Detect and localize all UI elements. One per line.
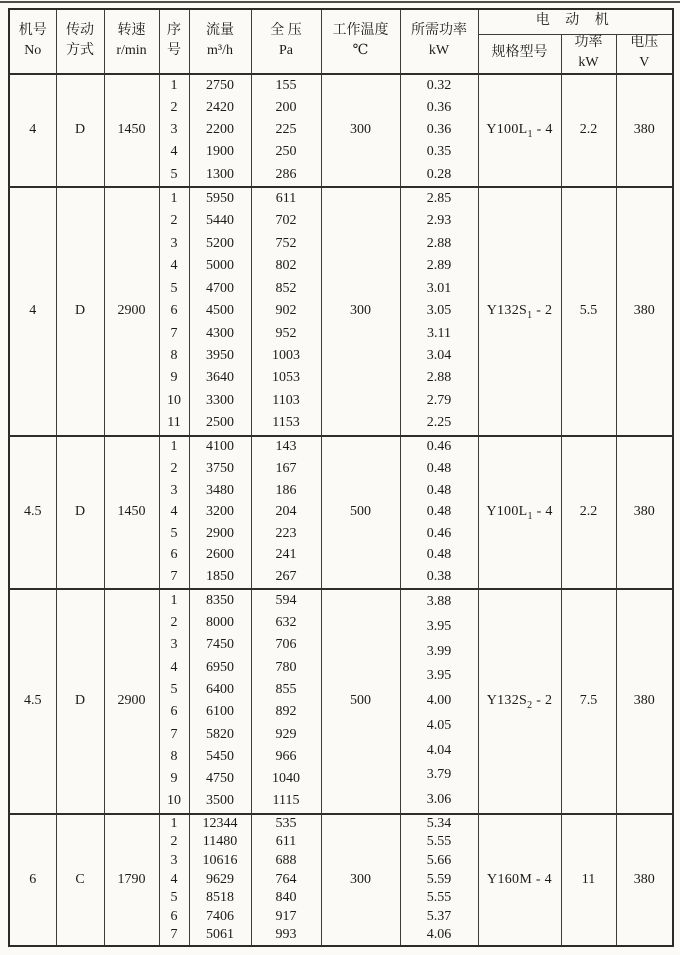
power-cell-value: 3.05 [426,303,452,319]
seq-cell-value: 4 [170,258,178,274]
seq-cell [159,589,189,814]
spec-block-row [9,436,673,589]
speed-cell: 1790 [104,814,159,946]
seq-cell-value: 3 [170,482,178,498]
spec-block-row [9,814,673,946]
flow-cell-value: 4300 [206,325,234,341]
motor-model-cell: Y160M - 4 [478,814,561,946]
power-cell-value: 0.35 [426,144,452,160]
seq-cell [159,74,189,187]
seq-cell-value: 1 [170,439,178,455]
flow-cell-value: 9629 [206,871,234,887]
power-cell [400,436,478,589]
pressure-cell-value: 1115 [272,793,300,809]
power-cell-value: 0.36 [426,122,452,138]
seq-cell-value: 4 [170,871,178,887]
header-seq-l1: 序 [167,23,181,39]
table-header [9,9,673,74]
motor-power-cell: 2.2 [561,74,616,187]
flow-cell [189,187,251,436]
power-cell-value: 0.28 [426,166,452,182]
seq-cell-value: 4 [170,504,178,520]
seq-cell-value: 7 [170,568,178,584]
power-cell-value: 0.48 [426,460,452,476]
power-cell-value: 4.04 [426,742,452,758]
flow-cell-value: 1300 [206,166,234,182]
power-cell-value: 3.11 [427,325,451,341]
flow-cell-value: 3200 [206,504,234,520]
pressure-cell-value: 702 [275,213,297,229]
flow-cell [189,436,251,589]
power-cell-stack [401,815,478,945]
pressure-cell-value: 852 [275,280,297,296]
power-cell [400,187,478,436]
pressure-cell-value: 1153 [272,415,300,431]
seq-cell-value: 10 [167,793,181,809]
power-cell-value: 5.66 [426,853,452,869]
header-machine-no [9,9,56,74]
flow-cell-stack [190,437,251,588]
seq-cell-value: 7 [170,325,178,341]
header-voltage [616,34,673,74]
seq-cell [159,187,189,436]
pressure-cell-stack [252,188,321,435]
header-temperature-unit: ℃ [352,43,369,58]
spec-block-row [9,589,673,814]
flow-cell-value: 8000 [206,615,234,631]
flow-cell-value: 5061 [206,927,234,943]
voltage-cell: 380 [616,589,673,814]
speed-cell: 2900 [104,187,159,436]
flow-cell-value: 1850 [206,568,234,584]
motor-model-subscript: 1 [527,128,533,140]
seq-cell-value: 2 [170,615,178,631]
flow-cell-value: 5200 [206,235,234,251]
seq-cell [159,814,189,946]
seq-cell-value: 9 [170,370,178,386]
drive-mode-cell: D [56,589,104,814]
seq-cell-value: 11 [167,415,181,431]
seq-cell-value: 3 [170,637,178,653]
flow-cell-value: 5950 [206,190,234,206]
flow-cell-value: 3500 [206,793,234,809]
seq-cell-value: 3 [170,235,178,251]
power-cell-value: 5.37 [426,908,452,924]
pressure-cell-value: 840 [275,890,297,906]
power-cell-value: 0.48 [426,504,452,520]
seq-cell-value: 5 [170,280,178,296]
flow-cell-value: 2420 [206,99,234,115]
seq-cell-value: 1 [170,815,178,831]
power-cell-value: 3.01 [426,280,452,296]
machine-no-cell: 4 [9,74,56,187]
motor-power-cell: 5.5 [561,187,616,436]
header-motor-model: 规格型号 [478,34,561,74]
flow-cell [189,74,251,187]
seq-cell-value: 10 [167,392,181,408]
temperature-cell: 300 [321,74,400,187]
pressure-cell-value: 594 [275,592,297,608]
voltage-cell: 380 [616,187,673,436]
seq-cell-value: 5 [170,525,178,541]
pressure-cell-value: 764 [275,871,297,887]
header-motor-power [561,34,616,74]
pressure-cell-value: 802 [275,258,297,274]
power-cell-value: 0.46 [426,525,452,541]
seq-cell-value: 6 [170,908,178,924]
flow-cell-value: 5000 [206,258,234,274]
motor-power-cell: 7.5 [561,589,616,814]
flow-cell-value: 6400 [206,681,234,697]
header-voltage-cn: 电压 [630,35,659,51]
power-cell-value: 4.06 [426,927,452,943]
seq-cell-value: 6 [170,547,178,563]
drive-mode-cell: D [56,187,104,436]
machine-no-cell: 4.5 [9,589,56,814]
seq-cell-value: 8 [170,348,178,363]
motor-model-subscript: 1 [527,510,533,522]
seq-cell-value: 9 [170,771,178,787]
flow-cell-stack [190,75,251,186]
power-cell-value: 5.59 [426,871,452,887]
power-cell [400,814,478,946]
power-cell-value: 2.89 [426,258,452,274]
header-required-power [400,9,478,74]
seq-cell-value: 5 [170,681,178,697]
power-cell [400,589,478,814]
pressure-cell-value: 1003 [272,348,300,363]
flow-cell-stack [190,815,251,945]
pressure-cell-value: 706 [275,637,297,653]
seq-cell-value: 7 [170,726,178,742]
pressure-cell-value: 143 [275,439,297,455]
header-drive-l2: 方式 [66,43,94,58]
pressure-cell-value: 632 [275,615,297,631]
header-temperature-cn: 工作温度 [332,23,389,39]
pressure-cell-value: 688 [275,853,297,869]
seq-cell-value: 4 [170,144,178,160]
pressure-cell-value: 611 [275,190,297,206]
power-cell-value: 3.04 [426,348,452,363]
power-cell [400,74,478,187]
power-cell-value: 4.05 [426,717,452,733]
header-seq [159,9,189,74]
power-cell-value: 2.25 [426,415,452,431]
seq-cell-stack [160,815,189,945]
pressure-cell-stack [252,815,321,945]
header-drive-l1: 传动 [66,23,94,39]
pressure-cell-value: 780 [275,659,297,675]
machine-no-cell: 4 [9,187,56,436]
voltage-cell: 380 [616,814,673,946]
seq-cell-value: 2 [170,99,178,115]
power-cell-stack [401,590,478,813]
machine-no-cell: 4.5 [9,436,56,589]
header-seq-l2: 号 [167,43,181,58]
power-cell-value: 5.34 [426,815,452,831]
header-pressure [251,9,321,74]
drive-mode-cell: C [56,814,104,946]
seq-cell-value: 1 [170,77,178,93]
power-cell-value: 2.88 [426,235,452,251]
pressure-cell-value: 929 [275,726,297,742]
flow-cell-stack [190,188,251,435]
power-cell-stack [401,188,478,435]
seq-cell-value: 2 [170,213,178,229]
header-required-power-cn: 所需功率 [411,23,467,39]
flow-cell-value: 6100 [206,704,234,720]
flow-cell-value: 3750 [206,460,234,476]
pressure-cell-value: 611 [275,834,297,850]
seq-cell-value: 2 [170,460,178,476]
seq-cell-stack [160,437,189,588]
flow-cell-value: 2500 [206,415,234,431]
fan-performance-table [8,8,674,947]
power-cell-value: 5.55 [426,834,452,850]
motor-model-subscript: 1 [527,309,533,321]
flow-cell-value: 8518 [206,890,234,906]
power-cell-value: 0.48 [426,547,452,563]
speed-cell: 2900 [104,589,159,814]
flow-cell [189,814,251,946]
spec-block-row [9,74,673,187]
header-flow [189,9,251,74]
flow-cell-value: 5450 [206,748,234,764]
motor-model-subscript: 2 [527,699,533,711]
power-cell-value: 0.46 [426,439,452,455]
power-cell-value: 4.00 [426,693,452,709]
seq-cell [159,436,189,589]
speed-cell: 1450 [104,74,159,187]
pressure-cell-value: 155 [275,77,297,93]
power-cell-value: 2.79 [426,392,452,408]
pressure-cell-value: 1103 [272,392,300,408]
header-speed-cn: 转速 [117,23,146,39]
flow-cell-stack [190,590,251,813]
power-cell-value: 2.88 [426,370,452,386]
seq-cell-value: 1 [170,592,178,608]
seq-cell-stack [160,75,189,186]
power-cell-value: 3.88 [426,593,452,609]
seq-cell-stack [160,590,189,813]
flow-cell-value: 4700 [206,280,234,296]
pressure-cell-value: 535 [275,815,297,831]
header-required-power-unit: kW [428,43,450,58]
pressure-cell [251,589,321,814]
flow-cell-value: 3480 [206,482,234,498]
seq-cell-value: 3 [170,853,178,869]
motor-model-cell: $Y100L_1 - 4$ [478,436,561,589]
power-cell-value: 2.93 [426,213,452,229]
seq-cell-value: 5 [170,166,178,182]
temperature-cell: 500 [321,436,400,589]
pressure-cell-value: 186 [275,482,297,498]
power-cell-stack [401,437,478,588]
pressure-cell [251,436,321,589]
seq-cell-stack [160,188,189,435]
header-temperature [321,9,400,74]
power-cell-value: 0.38 [426,568,452,584]
motor-power-cell: 2.2 [561,436,616,589]
flow-cell-value: 3640 [206,370,234,386]
flow-cell-value: 2900 [206,525,234,541]
drive-mode-cell: D [56,436,104,589]
motor-model-cell: $Y132S_1 - 2$ [478,187,561,436]
pressure-cell-value: 752 [275,235,297,251]
flow-cell-value: 7450 [206,637,234,653]
pressure-cell-value: 1040 [272,771,300,787]
power-cell-value: 3.99 [426,643,452,659]
seq-cell-value: 2 [170,834,178,850]
seq-cell-value: 6 [170,303,178,319]
power-cell-value: 0.48 [426,482,452,498]
flow-cell-value: 3950 [206,348,234,363]
header-machine-no-cn: 机号 [18,23,47,39]
temperature-cell: 300 [321,187,400,436]
seq-cell-value: 8 [170,748,178,764]
pressure-cell [251,187,321,436]
flow-cell-value: 5440 [206,213,234,229]
header-speed [104,9,159,74]
scan-artifact-line [0,1,680,3]
flow-cell-value: 10616 [202,853,238,869]
pressure-cell-value: 917 [275,908,297,924]
power-cell-stack [401,75,478,186]
seq-cell-value: 7 [170,927,178,943]
flow-cell-value: 3300 [206,392,234,408]
flow-cell-value: 4100 [206,439,234,455]
pressure-cell-stack [252,75,321,186]
power-cell-value: 2.85 [426,190,452,206]
header-flow-cn: 流量 [206,23,234,39]
header-machine-no-unit: No [24,43,42,58]
pressure-cell-value: 204 [275,504,297,520]
pressure-cell-value: 966 [275,748,297,764]
power-cell-value: 5.55 [426,890,452,906]
flow-cell-value: 12344 [202,815,238,831]
flow-cell-value: 7406 [206,908,234,924]
flow-cell-value: 6950 [206,659,234,675]
header-motor-power-cn: 功率 [574,35,603,51]
pressure-cell-value: 902 [275,303,297,319]
flow-cell-value: 2600 [206,547,234,563]
pressure-cell-value: 225 [275,122,297,138]
header-flow-unit: m³/h [207,43,233,58]
pressure-cell-value: 223 [275,525,297,541]
power-cell-value: 3.95 [426,618,452,634]
pressure-cell-value: 167 [275,460,297,476]
flow-cell-value: 4750 [206,771,234,787]
seq-cell-value: 4 [170,659,178,675]
speed-cell: 1450 [104,436,159,589]
flow-cell-value: 2750 [206,77,234,93]
seq-cell-value: 1 [170,190,178,206]
seq-cell-value: 6 [170,704,178,720]
flow-cell-value: 4500 [206,303,234,319]
spec-block-row [9,187,673,436]
voltage-cell: 380 [616,74,673,187]
temperature-cell: 300 [321,814,400,946]
pressure-cell-value: 241 [275,547,297,563]
flow-cell-value: 8350 [206,592,234,608]
voltage-cell: 380 [616,436,673,589]
pressure-cell-value: 267 [275,568,297,584]
seq-cell-value: 3 [170,122,178,138]
power-cell-value: 3.95 [426,668,452,684]
pressure-cell-value: 200 [275,99,297,115]
pressure-cell-value: 892 [275,704,297,720]
motor-power-cell: 11 [561,814,616,946]
drive-mode-cell: D [56,74,104,187]
seq-cell-value: 5 [170,890,178,906]
motor-model-cell: $Y132S_2 - 2$ [478,589,561,814]
temperature-cell: 500 [321,589,400,814]
power-cell-value: 0.36 [426,99,452,115]
header-motor-group: 电 动 机 [478,9,673,34]
header-speed-unit: r/min [116,43,147,58]
pressure-cell-stack [252,437,321,588]
machine-no-cell: 6 [9,814,56,946]
flow-cell-value: 2200 [206,122,234,138]
header-voltage-unit: V [639,55,650,71]
header-pressure-cn: 全 压 [270,23,302,39]
header-pressure-unit: Pa [279,43,293,58]
power-cell-value: 0.32 [426,77,452,93]
pressure-cell [251,74,321,187]
pressure-cell-value: 993 [275,927,297,943]
spec-table-body [9,74,673,946]
pressure-cell-value: 952 [275,325,297,341]
power-cell-value: 3.79 [426,767,452,783]
header-drive-mode [56,9,104,74]
pressure-cell-stack [252,590,321,813]
flow-cell-value: 1900 [206,144,234,160]
header-motor-power-unit: kW [578,55,599,71]
motor-model-cell: $Y100L_1 - 4$ [478,74,561,187]
power-cell-value: 3.06 [426,792,452,808]
pressure-cell [251,814,321,946]
flow-cell-value: 5820 [206,726,234,742]
pressure-cell-value: 286 [275,166,297,182]
pressure-cell-value: 250 [275,144,297,160]
pressure-cell-value: 1053 [272,370,300,386]
flow-cell [189,589,251,814]
flow-cell-value: 11480 [202,834,238,850]
pressure-cell-value: 855 [275,681,297,697]
